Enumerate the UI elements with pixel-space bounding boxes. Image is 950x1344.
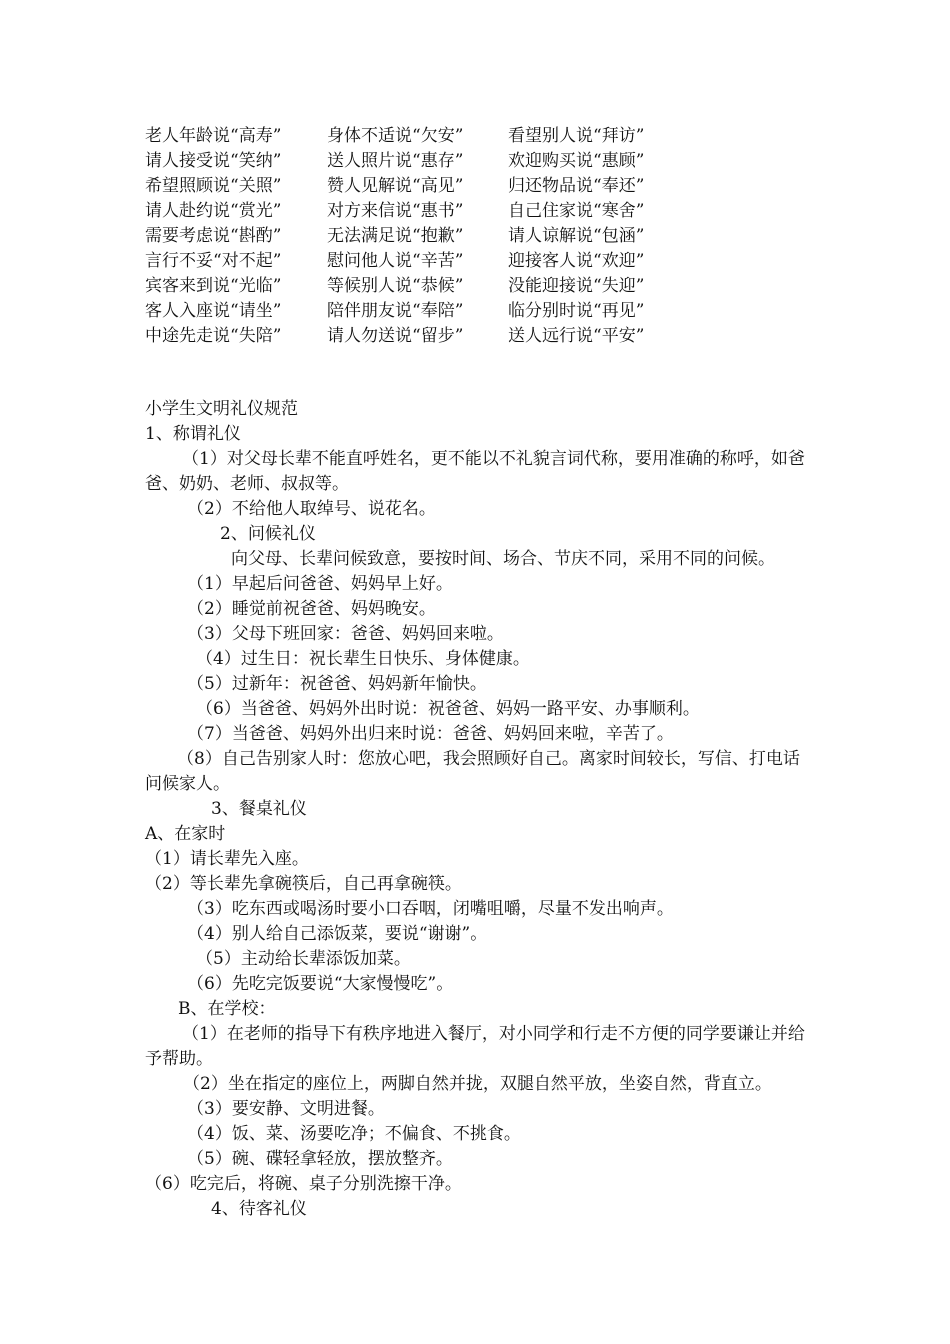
phrase: 送人照片说“惠存” bbox=[327, 151, 464, 171]
subsection-heading-b: B、在学校： bbox=[178, 999, 276, 1019]
phrase: 请人赴约说“赏光” bbox=[145, 201, 282, 221]
phrase: 请人接受说“笑纳” bbox=[145, 151, 282, 171]
polite-phrases-table bbox=[145, 124, 693, 349]
phrase: 对方来信说“惠书” bbox=[327, 201, 464, 221]
phrase-row bbox=[145, 199, 693, 224]
list-item: （5）碗、碟轻拿轻放，摆放整齐。 bbox=[187, 1149, 453, 1169]
paragraph-2-8: （8）自己告别家人时：您放心吧，我会照顾好自己。离家时间较长，写信、打电话问候家人。 bbox=[145, 749, 800, 794]
phrase: 请人勿送说“留步” bbox=[327, 326, 464, 346]
paragraph-1-2: （2）不给他人取绰号、说花名。 bbox=[187, 499, 436, 519]
phrase: 无法满足说“抱歉” bbox=[327, 226, 464, 246]
phrase: 送人远行说“平安” bbox=[508, 326, 645, 346]
phrase: 欢迎购买说“惠顾” bbox=[508, 151, 645, 171]
phrase: 自己住家说“寒舍” bbox=[508, 201, 645, 221]
phrase: 看望别人说“拜访” bbox=[508, 126, 645, 146]
phrase: 身体不适说“欠安” bbox=[327, 126, 464, 146]
list-item: （5）过新年：祝爸爸、妈妈新年愉快。 bbox=[187, 674, 487, 694]
list-item: （6）吃完后，将碗、桌子分别洗擦干净。 bbox=[145, 1174, 462, 1194]
list-item: （5）主动给长辈添饭加菜。 bbox=[196, 949, 411, 969]
list-item: （3）父母下班回家：爸爸、妈妈回来啦。 bbox=[187, 624, 504, 644]
list-item: （1）请长辈先入座。 bbox=[145, 849, 309, 869]
list-item: （3）吃东西或喝汤时要小口吞咽，闭嘴咀嚼，尽量不发出响声。 bbox=[187, 899, 674, 919]
subsection-heading-a: A、在家时 bbox=[145, 824, 226, 844]
phrase: 赞人见解说“高见” bbox=[327, 176, 464, 196]
phrase: 迎接客人说“欢迎” bbox=[508, 251, 645, 271]
phrase: 需要考虑说“斟酌” bbox=[145, 226, 282, 246]
paragraph-3-b2: （2）坐在指定的座位上，两脚自然并拢，双腿自然平放，坐姿自然，背直立。 bbox=[183, 1074, 772, 1094]
phrase: 言行不妥“对不起” bbox=[145, 251, 282, 271]
list-item: （3）要安静、文明进餐。 bbox=[187, 1099, 385, 1119]
phrase: 宾客来到说“光临” bbox=[145, 276, 282, 296]
phrase: 临分别时说“再见” bbox=[508, 301, 645, 321]
phrase-row bbox=[145, 274, 693, 299]
phrase: 等候别人说“恭候” bbox=[327, 276, 464, 296]
phrase: 希望照顾说“关照” bbox=[145, 176, 282, 196]
phrase-row bbox=[145, 149, 693, 174]
phrase: 慰问他人说“辛苦” bbox=[327, 251, 464, 271]
phrase-row bbox=[145, 249, 693, 274]
section-heading-1: 1、称谓礼仪 bbox=[145, 424, 241, 444]
phrase-row bbox=[145, 299, 693, 324]
section-2-intro: 向父母、长辈问候致意，要按时间、场合、节庆不同，采用不同的问候。 bbox=[231, 549, 775, 569]
list-item: （4）别人给自己添饭菜，要说“谢谢”。 bbox=[187, 924, 488, 944]
phrase: 老人年龄说“高寿” bbox=[145, 126, 282, 146]
list-item: （4）饭、菜、汤要吃净；不偏食、不挑食。 bbox=[187, 1124, 521, 1144]
phrase: 客人入座说“请坐” bbox=[145, 301, 282, 321]
section-heading-4: 4、待客礼仪 bbox=[211, 1199, 307, 1219]
document-title: 小学生文明礼仪规范 bbox=[145, 399, 298, 419]
phrase: 中途先走说“失陪” bbox=[145, 326, 282, 346]
paragraph-3-b1: （1）在老师的指导下有秩序地进入餐厅，对小同学和行走不方便的同学要谦让并给予帮助。 bbox=[145, 1024, 805, 1069]
phrase-row bbox=[145, 174, 693, 199]
list-item: （2）睡觉前祝爸爸、妈妈晚安。 bbox=[187, 599, 436, 619]
phrase: 归还物品说“奉还” bbox=[508, 176, 645, 196]
section-heading-2: 2、问候礼仪 bbox=[220, 524, 316, 544]
phrase-row bbox=[145, 224, 693, 249]
list-item: （7）当爸爸、妈妈外出归来时说：爸爸、妈妈回来啦，辛苦了。 bbox=[187, 724, 674, 744]
list-item: （2）等长辈先拿碗筷后，自己再拿碗筷。 bbox=[145, 874, 462, 894]
section-heading-3: 3、餐桌礼仪 bbox=[211, 799, 307, 819]
list-item: （6）当爸爸、妈妈外出时说：祝爸爸、妈妈一路平安、办事顺利。 bbox=[196, 699, 700, 719]
paragraph-1-1: （1）对父母长辈不能直呼姓名，更不能以不礼貌言词代称，要用准确的称呼，如爸爸、奶奶、老师、叔叔等。 bbox=[145, 449, 805, 494]
phrase-row bbox=[145, 124, 693, 149]
list-item: （4）过生日：祝长辈生日快乐、身体健康。 bbox=[196, 649, 530, 669]
list-item: （6）先吃完饭要说“大家慢慢吃”。 bbox=[187, 974, 454, 994]
list-item: （1）早起后问爸爸、妈妈早上好。 bbox=[187, 574, 453, 594]
phrase: 没能迎接说“失迎” bbox=[508, 276, 645, 296]
phrase-row bbox=[145, 324, 693, 349]
phrase: 陪伴朋友说“奉陪” bbox=[327, 301, 464, 321]
phrase: 请人谅解说“包涵” bbox=[508, 226, 645, 246]
